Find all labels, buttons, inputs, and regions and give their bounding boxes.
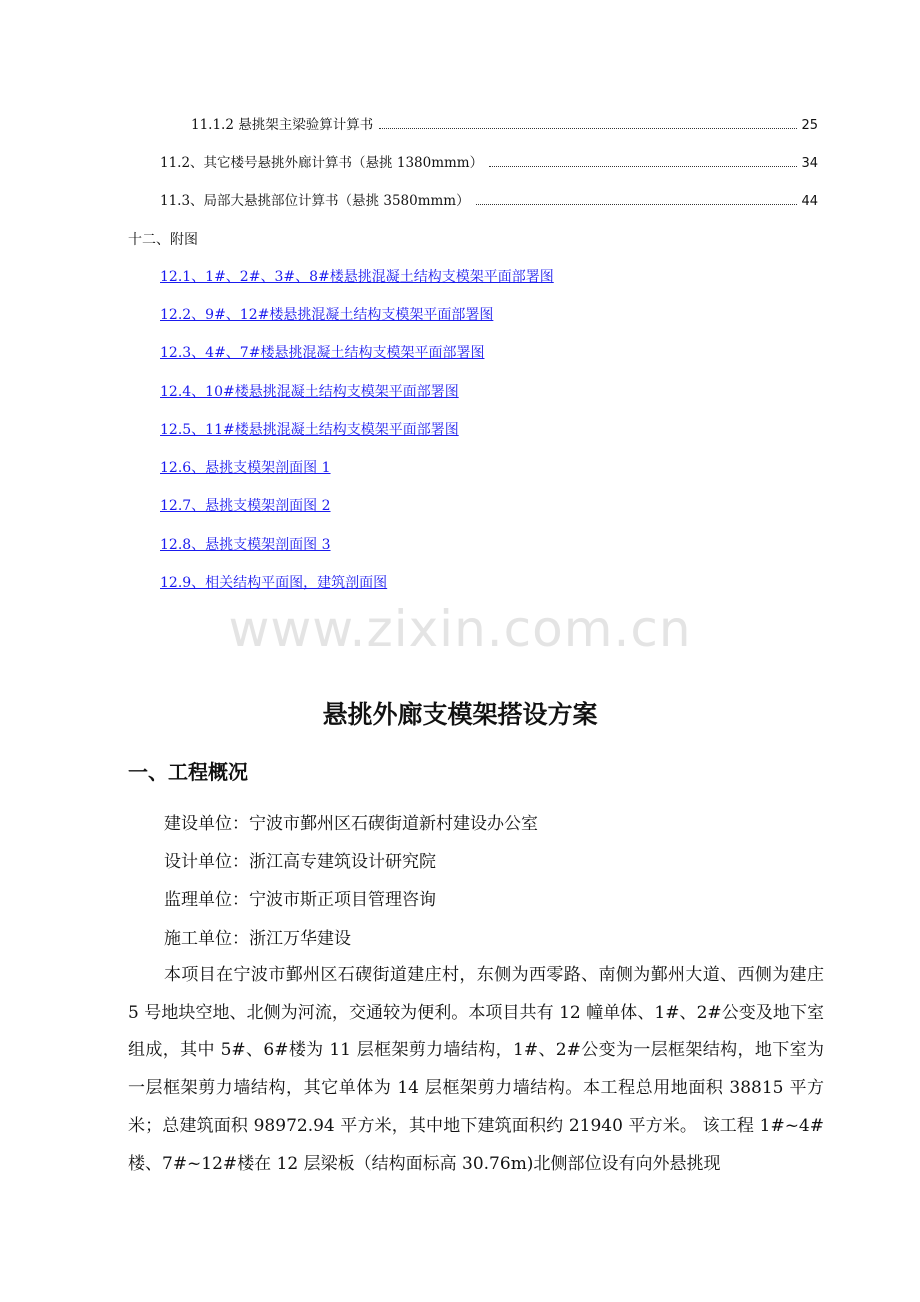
info-line-designer: 设计单位：浙江高专建筑设计研究院 (164, 852, 436, 872)
toc-entry-11-3[interactable] (160, 191, 818, 212)
toc-entry-label: 11.1.2 悬挑架主梁验算计算书 (191, 117, 374, 133)
toc-section-appendix: 十二、附图 (128, 232, 198, 248)
project-description-paragraph: 本项目在宁波市鄞州区石碶街道建庄村，东侧为西零路、南侧为鄞州大道、西侧为建庄 5 号地块空地、北侧为河流，交通较为便利。本项目共有 12 幢单体、1#、2#公变及地下室组成，其中 5#、6#楼为 11 层框架剪力墙结构，1#、2#公变为一层框架结构，地下室为一层框架剪力墙结构，其它单体为 14 层框架剪力墙结构。本工程总用地面积 38815 平方米；总建筑面积 98972.94 平方米，其中地下建筑面积约 21940 平方米。 该工程 1#~4#楼、7#~12#楼在 12 层梁板（结构面标高 30.76m)北侧部位设有向外悬挑现 (128, 965, 824, 1174)
toc-page-number: 25 (801, 118, 818, 133)
toc-entry-11-1-2[interactable] (191, 115, 818, 136)
toc-dot-leader (476, 192, 798, 205)
toc-dot-leader (379, 116, 797, 129)
info-line-supervisor: 监理单位：宁波市斯正项目管理咨询 (164, 890, 436, 910)
section-heading-overview: 一、工程概况 (128, 760, 248, 784)
info-line-contractor: 施工单位：浙江万华建设 (164, 929, 351, 949)
appendix-link-12-6[interactable]: 12.6、悬挑支模架剖面图 1 (160, 460, 331, 476)
appendix-link-12-4[interactable]: 12.4、10#楼悬挑混凝土结构支模架平面部署图 (160, 384, 459, 400)
document-title: 悬挑外廊支模架搭设方案 (322, 700, 598, 729)
toc-entry-label: 11.3、局部大悬挑部位计算书（悬挑 3580mmm） (160, 193, 470, 209)
toc-page-number: 44 (801, 194, 818, 209)
appendix-link-12-2[interactable]: 12.2、9#、12#楼悬挑混凝土结构支模架平面部署图 (160, 307, 494, 323)
appendix-link-12-9[interactable]: 12.9、相关结构平面图，建筑剖面图 (160, 575, 388, 591)
watermark: www.zixin.com.cn (228, 600, 692, 658)
toc-dot-leader (489, 154, 797, 167)
toc-page-number: 34 (801, 156, 818, 171)
appendix-link-12-5[interactable]: 12.5、11#楼悬挑混凝土结构支模架平面部署图 (160, 422, 459, 438)
appendix-link-12-8[interactable]: 12.8、悬挑支模架剖面图 3 (160, 537, 331, 553)
info-line-developer: 建设单位：宁波市鄞州区石碶街道新村建设办公室 (164, 814, 538, 834)
toc-entry-11-2[interactable] (160, 153, 818, 174)
toc-entry-label: 11.2、其它楼号悬挑外廊计算书（悬挑 1380mmm） (160, 155, 484, 171)
appendix-link-12-7[interactable]: 12.7、悬挑支模架剖面图 2 (160, 498, 331, 514)
appendix-link-12-1[interactable]: 12.1、1#、2#、3#、8#楼悬挑混凝土结构支模架平面部署图 (160, 269, 554, 285)
appendix-link-12-3[interactable]: 12.3、4#、7#楼悬挑混凝土结构支模架平面部署图 (160, 345, 485, 361)
